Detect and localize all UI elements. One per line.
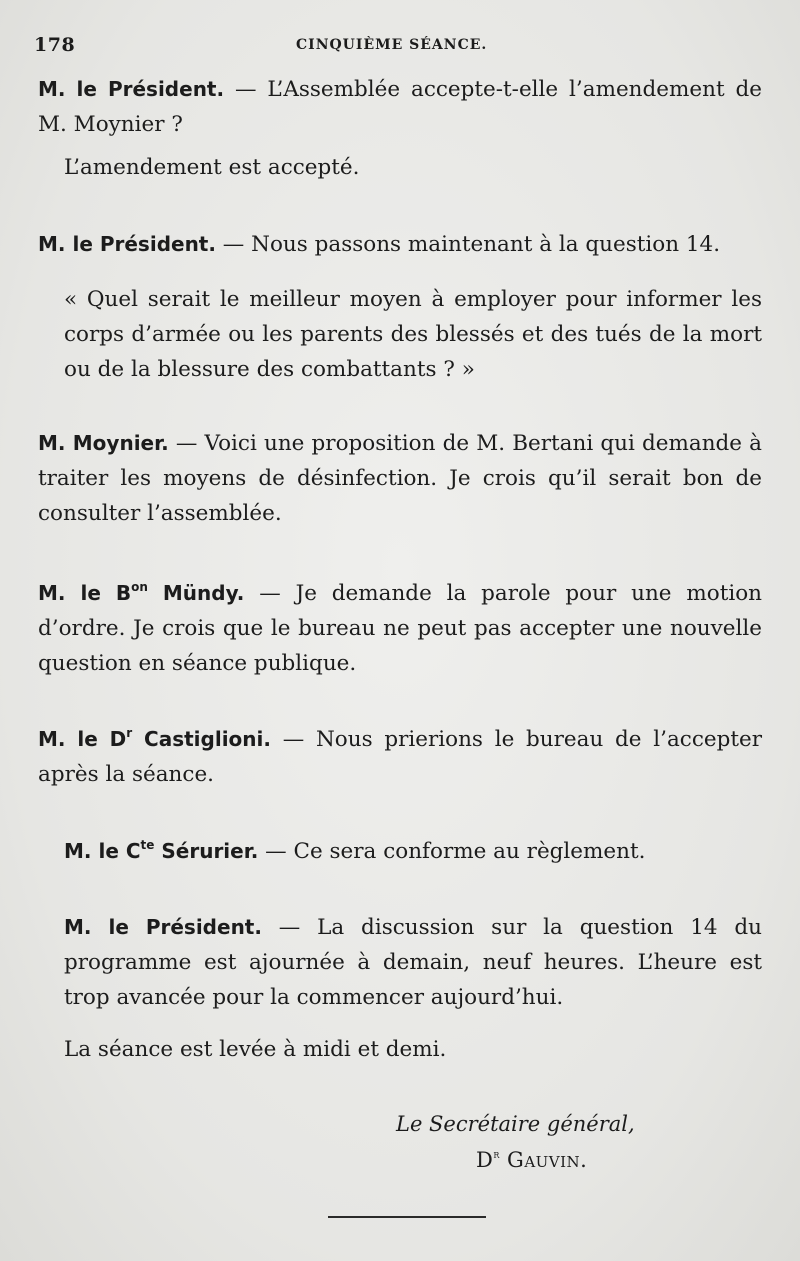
signature-title: Le Secrétaire général,: [396, 1112, 635, 1136]
paragraph-9: [38, 910, 762, 1015]
speaker-name: M. Moynier.: [38, 431, 169, 455]
speaker-name: M. le Président.: [64, 915, 262, 939]
speaker-name: M. le $C^{te}$ Sérurier.: [64, 838, 259, 863]
paragraph-3: [38, 227, 762, 262]
paragraph-1: [38, 72, 762, 142]
paragraph-10: [38, 1032, 762, 1067]
paragraph-2: [38, 150, 762, 185]
paragraph-text: — Nous passons maintenant à la question 14.: [215, 232, 721, 257]
paragraph-text: « Quel serait le meilleur moyen à employer pour informer les corps d’armée ou les parents des blessés et des tués de la mort ou de la blessure des combattants ? »: [64, 287, 762, 382]
speaker-name: M. le Président.: [38, 77, 225, 101]
paragraph-5: [38, 426, 762, 531]
paragraph-text: — Je demande la parole pour une motion d’ordre. Je crois que le bureau ne peut pas accepter une nouvelle question en séance publique.: [38, 581, 762, 676]
speaker-name: M. le $D^r$ Castiglioni.: [38, 726, 271, 751]
paragraph-text: — Ce sera conforme au règlement.: [258, 839, 646, 864]
paragraph-7: [38, 722, 762, 792]
paragraph-text: — Voici une proposition de M. Bertani qui demande à traiter les moyens de désinfection. Je crois qu’il serait bon de consulter l’assemblée.: [38, 431, 762, 526]
running-head: CINQUIÈME SÉANCE.: [296, 37, 488, 53]
paragraph-text: — La discussion sur la question 14 du programme est ajournée à demain, neuf heures. L’heure est trop avancée pour la commencer aujourd’hui.: [64, 915, 763, 1010]
paragraph-4-question: [38, 282, 762, 387]
paragraph-text: — L’Assemblée accepte-t-elle l’amendement de M. Moynier ?: [38, 77, 762, 137]
page-number: 178: [34, 34, 76, 56]
paragraph-text: L’amendement est accepté.: [64, 155, 360, 180]
paragraph-text: La séance est levée à midi et demi.: [64, 1037, 447, 1062]
speaker-name: M. le Président.: [38, 232, 216, 256]
signature-name: $D^r$ Gauvin.: [476, 1147, 588, 1172]
paragraph-8: [38, 834, 762, 869]
paragraph-6: [38, 576, 762, 681]
page-header: [34, 34, 770, 58]
speaker-name: M. le $B^{on}$ Mündy.: [38, 580, 245, 605]
closing-rule: [328, 1216, 486, 1218]
paragraph-text: — Nous prierions le bureau de l’accepter après la séance.: [38, 727, 762, 787]
